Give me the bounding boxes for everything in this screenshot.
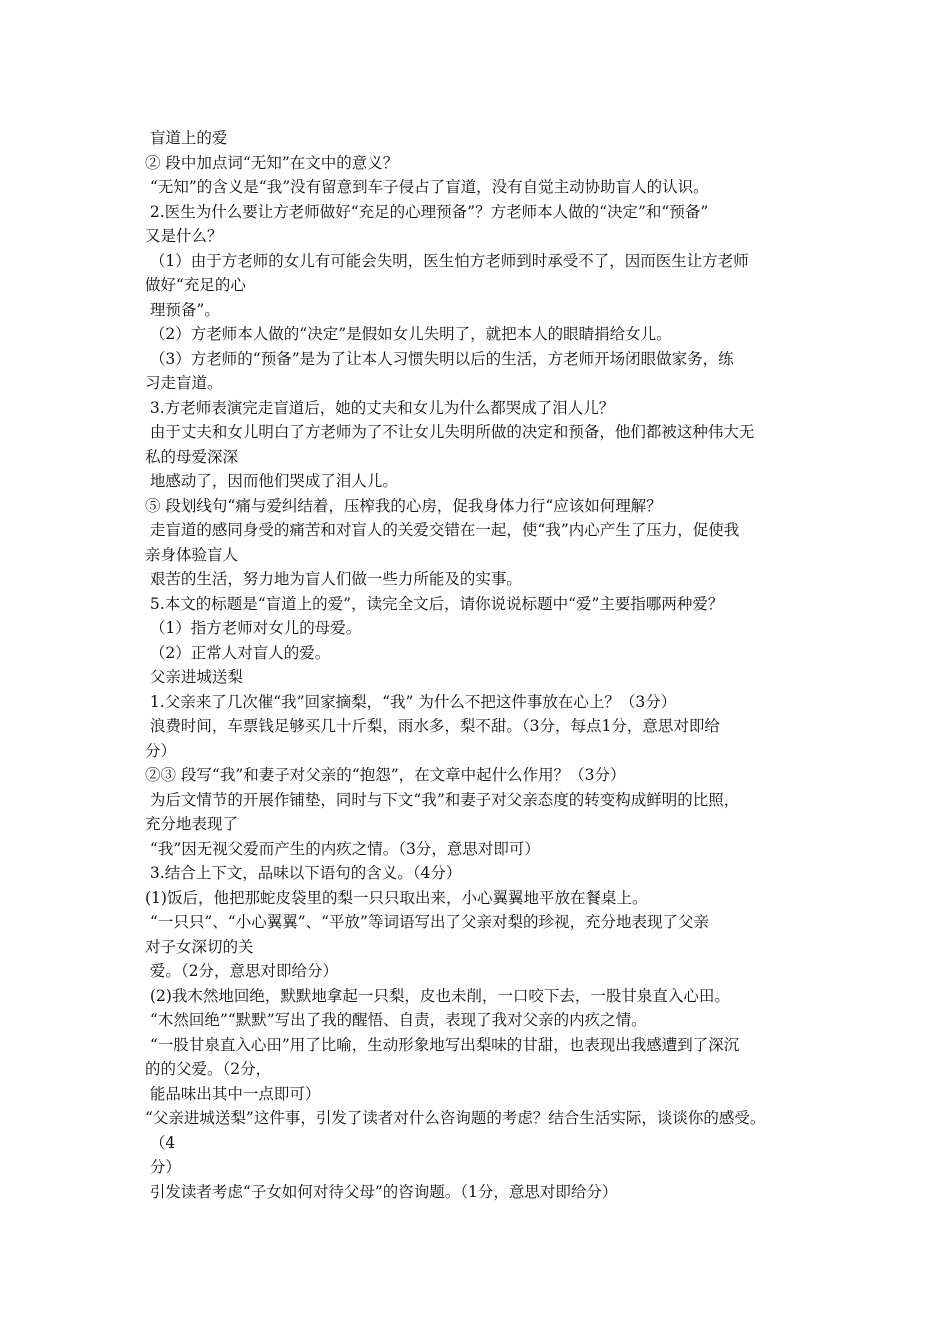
text-line: 又是什么？ <box>145 227 223 245</box>
text-line: 能品味出其中一点即可） <box>145 1084 321 1103</box>
text-line: （2）方老师本人做的“决定”是假如女儿失明了，就把本人的眼睛捐给女儿。 <box>145 325 672 343</box>
text-line: 浪费时间，车票钱足够买几十斤梨，雨水多，梨不甜。（3分，每点1分，意思对即给 <box>145 717 720 735</box>
text-line: 习走盲道。 <box>145 374 223 392</box>
text-line: 盲道上的爱 <box>145 129 228 147</box>
text-line: （3）方老师的“预备”是为了让本人习惯失明以后的生活，方老师开场闭眼做家务，练 <box>145 349 734 368</box>
text-line: 由于丈夫和女儿明白了方老师为了不让女儿失明所做的决定和预备，他们都被这种伟大无 <box>145 423 755 441</box>
text-line: (2)我木然地回绝，默默地拿起一只梨，皮也未削，一口咬下去，一股甘泉直入心田。 <box>145 986 730 1005</box>
text-line: 走盲道的感同身受的痛苦和对盲人的关爱交错在一起，使“我”内心产生了压力，促使我 <box>145 521 740 539</box>
text-line: 充分地表现了 <box>145 815 239 833</box>
text-line: 爱。（2分，意思对即给分） <box>145 962 339 980</box>
text-line: （4 <box>145 1133 176 1152</box>
text-line: （1）由于方老师的女儿有可能会失明，医生怕方老师到时承受不了，因而医生让方老师 <box>145 251 749 270</box>
text-line: ② 段中加点词“无知”在文中的意义？ <box>145 153 399 172</box>
text-line: “木然回绝”“默默”写出了我的醒悟、自责，表现了我对父亲的内疚之情。 <box>145 1011 647 1029</box>
text-line: 分） <box>145 741 177 760</box>
text-line: 亲身体验盲人 <box>145 545 239 564</box>
text-line: 对子女深切的关 <box>145 937 254 956</box>
text-line: 父亲进城送梨 <box>145 668 243 686</box>
text-line: 为后文情节的开展作铺垫，同时与下文“我”和妻子对父亲态度的转变构成鲜明的比照， <box>145 790 740 809</box>
text-line: “我”因无视父爱而产生的内疚之情。（3分，意思对即可） <box>145 839 540 858</box>
text-line: 分） <box>145 1158 181 1176</box>
text-line: “一股甘泉直入心田”用了比喻，生动形象地写出梨味的甘甜，也表现出我感遭到了深沉 <box>145 1035 740 1054</box>
text-line: 艰苦的生活，努力地为盲人们做一些力所能及的实事。 <box>145 570 522 588</box>
text-line: (1)饭后，他把那蛇皮袋里的梨一只只取出来，小心翼翼地平放在餐桌上。 <box>145 888 648 907</box>
text-line: 5.本文的标题是“盲道上的爱”，读完全文后，请你说说标题中“爱”主要指哪两种爱？ <box>145 594 724 613</box>
text-line: 3.结合上下文，品味以下语句的含义。（4分） <box>145 864 462 882</box>
text-line: 地感动了，因而他们哭成了泪人儿。 <box>145 472 398 490</box>
text-line: 3.方老师表演完走盲道后，她的丈夫和女儿为什么都哭成了泪人儿？ <box>145 398 615 417</box>
text-line: 2.医生为什么要让方老师做好“充足的心理预备”？方老师本人做的“决定”和“预备” <box>145 202 709 221</box>
text-line: “父亲进城送梨”这件事，引发了读者对什么咨询题的考虑？结合生活实际，谈谈你的感受。 <box>145 1109 766 1127</box>
text-line: “一只只”、“小心翼翼”、“平放”等词语写出了父亲对梨的珍视，充分地表现了父亲 <box>145 913 709 931</box>
text-line: 理预备”。 <box>145 300 220 319</box>
text-line: ⑤ 段划线句“痛与爱纠结着，压榨我的心房，促我身体力行“应该如何理解？ <box>145 496 662 515</box>
document-body <box>145 126 825 1204</box>
text-line: 1.父亲来了几次催“我”回家摘梨，“我” 为什么不把这件事放在心上？（3分） <box>145 692 677 711</box>
text-line: “无知”的含义是“我”没有留意到车子侵占了盲道，没有自觉主动协助盲人的认识。 <box>145 178 709 196</box>
text-line: （1）指方老师对女儿的母爱。 <box>145 619 362 637</box>
text-line: 引发读者考虑“子女如何对待父母”的咨询题。（1分，意思对即给分） <box>145 1182 618 1201</box>
text-line: 私的母爱深深 <box>145 447 239 466</box>
text-line: （2）正常人对盲人的爱。 <box>145 643 331 662</box>
text-line: ②③ 段写“我”和妻子对父亲的“抱怨”，在文章中起什么作用？（3分） <box>145 766 626 784</box>
text-line: 的的父爱。（2分， <box>145 1060 272 1078</box>
text-line: 做好“充足的心 <box>145 276 246 294</box>
